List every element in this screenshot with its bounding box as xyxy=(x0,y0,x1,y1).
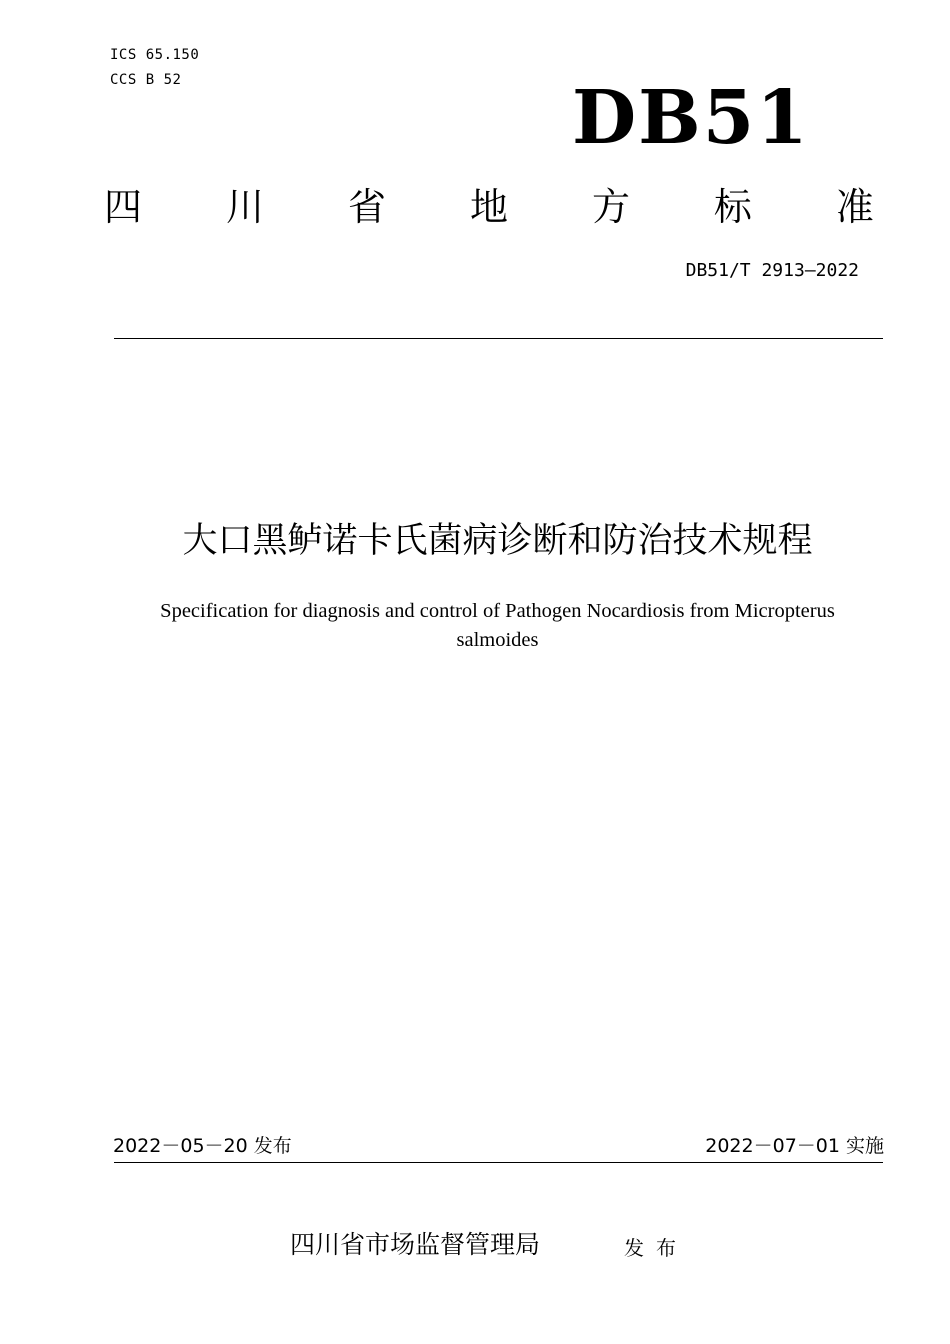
title-chinese: 大口黑鲈诺卡氏菌病诊断和防治技术规程 xyxy=(182,521,813,561)
standard-type-char: 川 xyxy=(225,185,264,229)
bottom-divider xyxy=(114,1162,883,1163)
issue-label: 发布 xyxy=(624,1236,688,1260)
standard-type-heading xyxy=(104,183,874,231)
standard-type-char: 省 xyxy=(347,185,386,229)
standard-type-char: 四 xyxy=(104,185,143,229)
issue-date: 2022－05－20 发布 xyxy=(113,1135,292,1157)
standard-type-char: 方 xyxy=(591,185,630,229)
ics-code: ICS 65.150 xyxy=(110,47,200,63)
top-divider xyxy=(114,338,883,339)
standard-type-char: 准 xyxy=(835,185,874,229)
standard-number: DB51/T 2913—2022 xyxy=(685,260,859,281)
title-english xyxy=(110,597,885,655)
implementation-date: 2022－07－01 实施 xyxy=(705,1135,884,1157)
standard-type-char: 标 xyxy=(713,185,752,229)
title-english-line-1: Specification for diagnosis and control of Pathogen Nocardiosis from Micropterus xyxy=(160,600,835,622)
standard-type-char: 地 xyxy=(469,185,508,229)
title-english-line-2: salmoides xyxy=(456,629,539,651)
ccs-code: CCS B 52 xyxy=(110,72,182,88)
issuing-authority: 四川省市场监督管理局 xyxy=(290,1230,541,1259)
db51-logo: DB51 xyxy=(572,75,810,161)
